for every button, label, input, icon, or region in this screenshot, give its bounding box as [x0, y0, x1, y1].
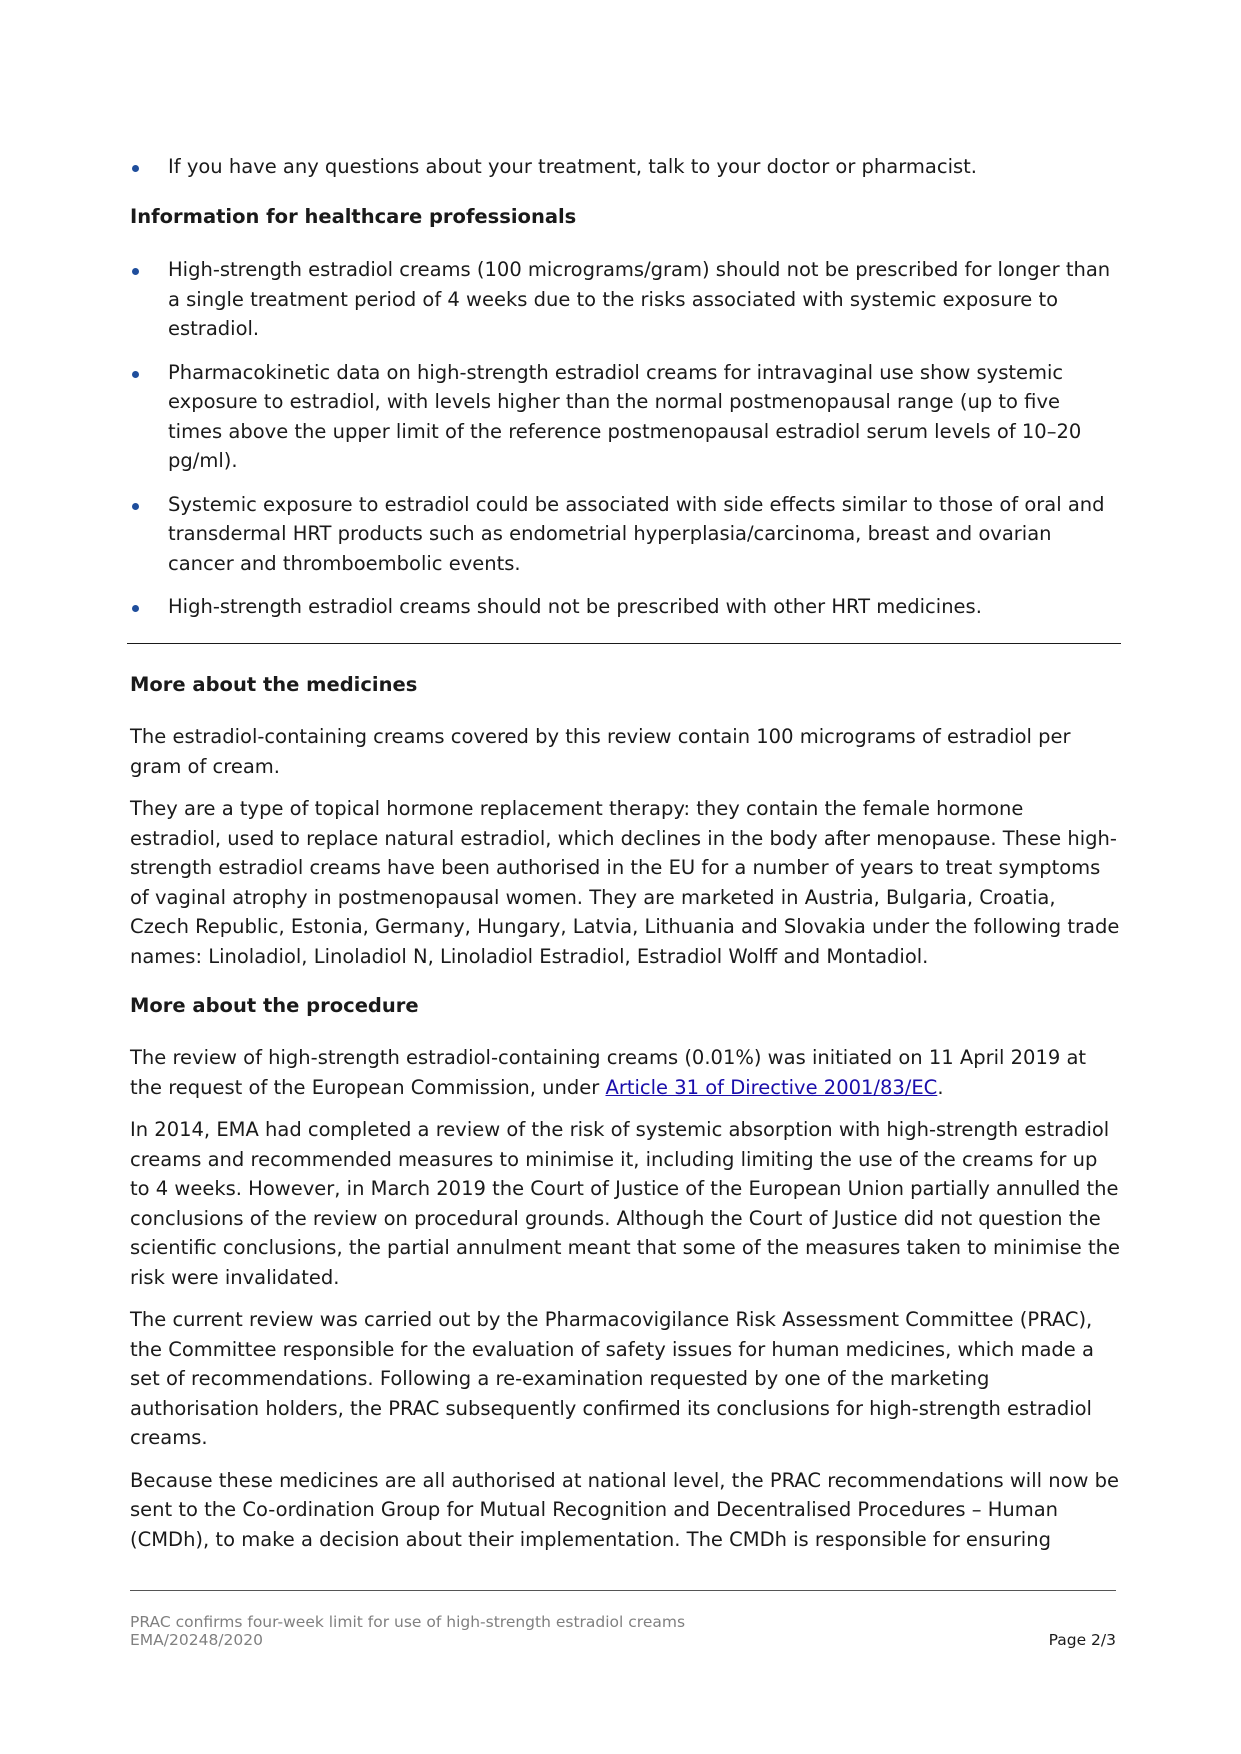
procedure-paragraph: [130, 1043, 1120, 1102]
list-item: [130, 152, 1120, 182]
list-item: [130, 255, 1120, 344]
medicines-heading: More about the medicines: [130, 673, 418, 696]
hcp-bullet-list: [130, 255, 1120, 622]
procedure-body: [130, 1043, 1120, 1554]
procedure-text-end: .: [937, 1075, 944, 1099]
procedure-section: [130, 991, 1120, 1020]
bullet-text: High-strength estradiol creams should not be prescribed with other HRT medicines.: [168, 595, 982, 618]
bullet-icon: [132, 165, 139, 172]
procedure-paragraph: Because these medicines are all authorised at national level, the PRAC recommendations will now be sent to the Co-ordination Group for Mutual Recognition and Decentralised Procedures – Human (CMDh), to make a decision about their implementation. The CMDh is responsible for ensuring: [130, 1468, 1120, 1551]
footer-divider: [130, 1590, 1116, 1591]
medicines-paragraph: The estradiol-containing creams covered by this review contain 100 micrograms of estradiol per gram of cream.: [130, 725, 1071, 778]
procedure-text: The review of high-strength estradiol-containing creams (0.01%) was initiated on 11 April 2019 at the request of the European Commission, under: [130, 1046, 1087, 1099]
bullet-icon: [132, 503, 139, 510]
procedure-paragraph: The current review was carried out by the Pharmacovigilance Risk Assessment Committee (PRAC), the Committee responsible for the evaluation of safety issues for human medicines, which made a set of recommendations. Following a re-examination requested by one of the marketing authorisation holders, the PRAC subsequently confirmed its conclusions for high-strength estradiol creams.: [130, 1308, 1094, 1449]
bullet-icon: [132, 605, 139, 612]
procedure-paragraph: In 2014, EMA had completed a review of the risk of systemic absorption with high-strength estradiol creams and recommended measures to minimise it, including limiting the use of the creams for up to 4 weeks. However, in March 2019 the Court of Justice of the European Union partially annulled the conclusions of the review on procedural grounds. Although the Court of Justice did not question the scientific conclusions, the partial annulment meant that some of the measures taken to minimise the risk were invalidated.: [130, 1118, 1120, 1289]
directive-link[interactable]: Article 31 of Directive 2001/83/EC: [605, 1075, 938, 1099]
bullet-icon: [132, 371, 139, 378]
page-number: Page 2/3: [1048, 1631, 1116, 1649]
hcp-section: [130, 202, 1120, 231]
bullet-text: Pharmacokinetic data on high-strength estradiol creams for intravaginal use show systemic exposure to estradiol, with levels higher than the normal postmenopausal range (up to five times above the upper limit of the reference postmenopausal estradiol serum levels of 10–20 pg/ml).: [168, 360, 1082, 472]
footer-title: PRAC confirms four-week limit for use of high-strength estradiol creams: [130, 1613, 686, 1631]
footer-reference: EMA/20248/2020: [130, 1631, 263, 1649]
list-item: [130, 490, 1120, 579]
footer: [130, 1613, 685, 1649]
bullet-text: High-strength estradiol creams (100 micrograms/gram) should not be prescribed for longer than a single treatment period of 4 weeks due to the risks associated with systemic exposure to estradiol.: [168, 258, 1111, 340]
bullet-text: If you have any questions about your treatment, talk to your doctor or pharmacist.: [168, 155, 978, 178]
top-bullet-list: [130, 152, 1120, 182]
medicines-body: [130, 722, 1120, 971]
bullet-text: Systemic exposure to estradiol could be associated with side effects similar to those of oral and transdermal HRT products such as endometrial hyperplasia/carcinoma, breast and ovarian cancer and thromboembolic events.: [168, 492, 1105, 575]
list-item: [130, 592, 1120, 622]
medicines-paragraph: They are a type of topical hormone replacement therapy: they contain the female hormone estradiol, used to replace natural estradiol, which declines in the body after menopause. These high-strength estradiol creams have been authorised in the EU for a number of years to treat symptoms of vaginal atrophy in postmenopausal women. They are marketed in Austria, Bulgaria, Croatia, Czech Republic, Estonia, Germany, Hungary, Latvia, Lithuania and Slovakia under the following trade names: Linoladiol, Linoladiol N, Linoladiol Estradiol, Estradiol Wolff and Montadiol.: [130, 797, 1120, 968]
hcp-heading: Information for healthcare professionals: [130, 205, 577, 228]
medicines-section: [130, 670, 1120, 699]
section-divider: [127, 643, 1121, 644]
bullet-icon: [132, 268, 139, 275]
procedure-heading: More about the procedure: [130, 994, 419, 1017]
list-item: [130, 358, 1120, 476]
